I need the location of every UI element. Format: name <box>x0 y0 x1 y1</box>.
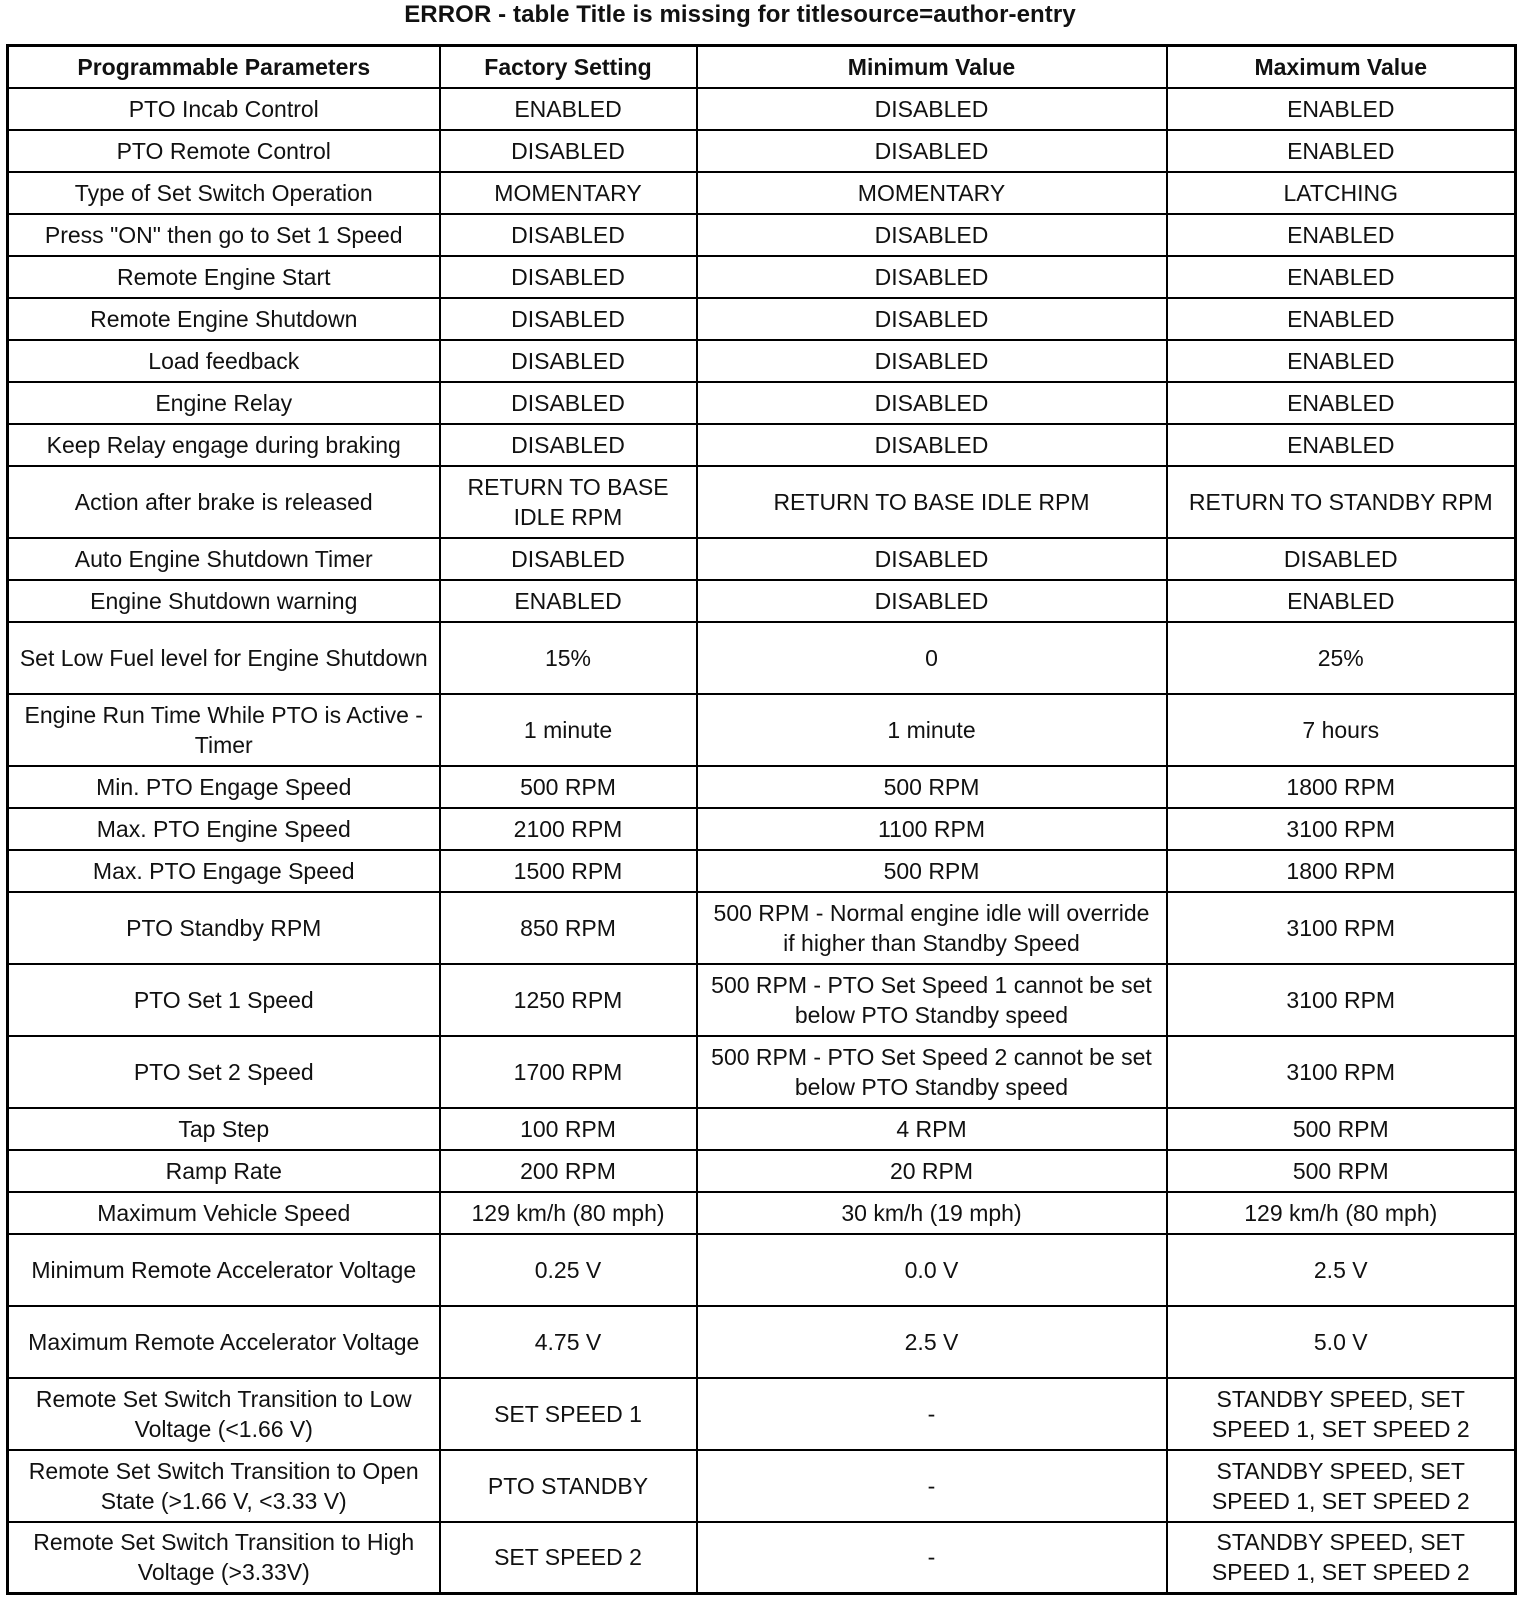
cell-factory: RETURN TO BASE IDLE RPM <box>440 466 697 538</box>
cell-minimum: MOMENTARY <box>697 172 1167 214</box>
cell-minimum: 30 km/h (19 mph) <box>697 1192 1167 1234</box>
table-row <box>8 340 1516 382</box>
cell-parameter: Remote Set Switch Transition to High Voltage (>3.33V) <box>8 1522 440 1594</box>
cell-parameter: Press "ON" then go to Set 1 Speed <box>8 214 440 256</box>
cell-factory: DISABLED <box>440 424 697 466</box>
cell-factory: 1700 RPM <box>440 1036 697 1108</box>
cell-minimum: 1100 RPM <box>697 808 1167 850</box>
cell-factory: 200 RPM <box>440 1150 697 1192</box>
cell-parameter: PTO Incab Control <box>8 88 440 130</box>
cell-minimum: 20 RPM <box>697 1150 1167 1192</box>
cell-parameter: Action after brake is released <box>8 466 440 538</box>
cell-parameter: Remote Engine Start <box>8 256 440 298</box>
cell-factory: 0.25 V <box>440 1234 697 1306</box>
cell-parameter: Engine Shutdown warning <box>8 580 440 622</box>
cell-minimum: RETURN TO BASE IDLE RPM <box>697 466 1167 538</box>
table-row <box>8 892 1516 964</box>
cell-minimum: 4 RPM <box>697 1108 1167 1150</box>
cell-maximum: STANDBY SPEED, SET SPEED 1, SET SPEED 2 <box>1167 1378 1516 1450</box>
cell-maximum: ENABLED <box>1167 298 1516 340</box>
table-row <box>8 1150 1516 1192</box>
header-minimum-value: Minimum Value <box>697 46 1167 88</box>
table-row <box>8 1108 1516 1150</box>
cell-factory: DISABLED <box>440 298 697 340</box>
table-row <box>8 766 1516 808</box>
cell-maximum: 129 km/h (80 mph) <box>1167 1192 1516 1234</box>
cell-maximum: 500 RPM <box>1167 1150 1516 1192</box>
cell-parameter: Tap Step <box>8 1108 440 1150</box>
header-maximum-value: Maximum Value <box>1167 46 1516 88</box>
cell-parameter: Engine Run Time While PTO is Active - Timer <box>8 694 440 766</box>
cell-parameter: PTO Standby RPM <box>8 892 440 964</box>
table-row <box>8 1192 1516 1234</box>
cell-maximum: LATCHING <box>1167 172 1516 214</box>
cell-minimum: DISABLED <box>697 298 1167 340</box>
cell-maximum: 3100 RPM <box>1167 892 1516 964</box>
cell-minimum: 0.0 V <box>697 1234 1167 1306</box>
cell-parameter: PTO Set 2 Speed <box>8 1036 440 1108</box>
cell-minimum: DISABLED <box>697 214 1167 256</box>
cell-maximum: STANDBY SPEED, SET SPEED 1, SET SPEED 2 <box>1167 1522 1516 1594</box>
cell-minimum: 500 RPM - PTO Set Speed 1 cannot be set below PTO Standby speed <box>697 964 1167 1036</box>
table-row <box>8 130 1516 172</box>
table-row <box>8 466 1516 538</box>
cell-maximum: RETURN TO STANDBY RPM <box>1167 466 1516 538</box>
table-row <box>8 1522 1516 1594</box>
cell-minimum: - <box>697 1522 1167 1594</box>
cell-factory: MOMENTARY <box>440 172 697 214</box>
cell-minimum: DISABLED <box>697 256 1167 298</box>
cell-factory: 15% <box>440 622 697 694</box>
cell-factory: DISABLED <box>440 382 697 424</box>
cell-factory: ENABLED <box>440 580 697 622</box>
cell-parameter: Minimum Remote Accelerator Voltage <box>8 1234 440 1306</box>
cell-parameter: Remote Engine Shutdown <box>8 298 440 340</box>
cell-maximum: 1800 RPM <box>1167 766 1516 808</box>
table-row <box>8 172 1516 214</box>
cell-parameter: Max. PTO Engage Speed <box>8 850 440 892</box>
cell-factory: 4.75 V <box>440 1306 697 1378</box>
header-factory-setting: Factory Setting <box>440 46 697 88</box>
cell-maximum: 3100 RPM <box>1167 964 1516 1036</box>
cell-factory: 850 RPM <box>440 892 697 964</box>
cell-parameter: Remote Set Switch Transition to Low Voltage (<1.66 V) <box>8 1378 440 1450</box>
cell-parameter: Remote Set Switch Transition to Open State (>1.66 V, <3.33 V) <box>8 1450 440 1522</box>
table-header-row <box>8 46 1516 88</box>
cell-maximum: 7 hours <box>1167 694 1516 766</box>
cell-factory: PTO STANDBY <box>440 1450 697 1522</box>
cell-minimum: 500 RPM <box>697 766 1167 808</box>
cell-minimum: 0 <box>697 622 1167 694</box>
cell-maximum: 500 RPM <box>1167 1108 1516 1150</box>
cell-minimum: DISABLED <box>697 424 1167 466</box>
cell-parameter: PTO Remote Control <box>8 130 440 172</box>
table-row <box>8 694 1516 766</box>
table-row <box>8 964 1516 1036</box>
cell-maximum: 2.5 V <box>1167 1234 1516 1306</box>
cell-parameter: Ramp Rate <box>8 1150 440 1192</box>
cell-factory: ENABLED <box>440 88 697 130</box>
header-parameter: Programmable Parameters <box>8 46 440 88</box>
cell-minimum: 500 RPM - Normal engine idle will override if higher than Standby Speed <box>697 892 1167 964</box>
table-row <box>8 1036 1516 1108</box>
cell-minimum: 500 RPM <box>697 850 1167 892</box>
table-row <box>8 298 1516 340</box>
cell-parameter: Engine Relay <box>8 382 440 424</box>
table-row <box>8 1378 1516 1450</box>
cell-minimum: DISABLED <box>697 580 1167 622</box>
cell-maximum: 3100 RPM <box>1167 1036 1516 1108</box>
cell-parameter: Keep Relay engage during braking <box>8 424 440 466</box>
table-row <box>8 538 1516 580</box>
cell-parameter: Maximum Remote Accelerator Voltage <box>8 1306 440 1378</box>
cell-parameter: Load feedback <box>8 340 440 382</box>
cell-maximum: ENABLED <box>1167 382 1516 424</box>
cell-maximum: ENABLED <box>1167 88 1516 130</box>
cell-factory: 1500 RPM <box>440 850 697 892</box>
cell-maximum: 5.0 V <box>1167 1306 1516 1378</box>
table-row <box>8 1306 1516 1378</box>
cell-parameter: Min. PTO Engage Speed <box>8 766 440 808</box>
cell-factory: DISABLED <box>440 130 697 172</box>
table-row <box>8 424 1516 466</box>
cell-factory: 2100 RPM <box>440 808 697 850</box>
cell-factory: DISABLED <box>440 538 697 580</box>
cell-maximum: 25% <box>1167 622 1516 694</box>
cell-parameter: PTO Set 1 Speed <box>8 964 440 1036</box>
cell-maximum: DISABLED <box>1167 538 1516 580</box>
cell-parameter: Auto Engine Shutdown Timer <box>8 538 440 580</box>
cell-minimum: - <box>697 1450 1167 1522</box>
cell-minimum: DISABLED <box>697 88 1167 130</box>
cell-maximum: ENABLED <box>1167 580 1516 622</box>
table-row <box>8 580 1516 622</box>
table-title: ERROR - table Title is missing for titlesource=author-entry <box>404 1 1076 28</box>
cell-parameter: Type of Set Switch Operation <box>8 172 440 214</box>
cell-maximum: STANDBY SPEED, SET SPEED 1, SET SPEED 2 <box>1167 1450 1516 1522</box>
table-row <box>8 850 1516 892</box>
cell-parameter: Max. PTO Engine Speed <box>8 808 440 850</box>
cell-parameter: Maximum Vehicle Speed <box>8 1192 440 1234</box>
table-row <box>8 214 1516 256</box>
cell-factory: DISABLED <box>440 256 697 298</box>
cell-factory: 500 RPM <box>440 766 697 808</box>
cell-maximum: ENABLED <box>1167 424 1516 466</box>
cell-factory: 100 RPM <box>440 1108 697 1150</box>
table-row <box>8 808 1516 850</box>
cell-maximum: ENABLED <box>1167 214 1516 256</box>
table-row <box>8 1450 1516 1522</box>
table-row <box>8 256 1516 298</box>
cell-factory: SET SPEED 1 <box>440 1378 697 1450</box>
cell-factory: DISABLED <box>440 214 697 256</box>
cell-maximum: ENABLED <box>1167 130 1516 172</box>
cell-parameter: Set Low Fuel level for Engine Shutdown <box>8 622 440 694</box>
cell-factory: SET SPEED 2 <box>440 1522 697 1594</box>
cell-minimum: 2.5 V <box>697 1306 1167 1378</box>
table-row <box>8 382 1516 424</box>
cell-maximum: ENABLED <box>1167 256 1516 298</box>
cell-minimum: DISABLED <box>697 340 1167 382</box>
cell-factory: 1250 RPM <box>440 964 697 1036</box>
cell-factory: DISABLED <box>440 340 697 382</box>
cell-minimum: DISABLED <box>697 538 1167 580</box>
cell-maximum: ENABLED <box>1167 340 1516 382</box>
cell-factory: 129 km/h (80 mph) <box>440 1192 697 1234</box>
cell-maximum: 3100 RPM <box>1167 808 1516 850</box>
cell-minimum: - <box>697 1378 1167 1450</box>
cell-maximum: 1800 RPM <box>1167 850 1516 892</box>
programmable-parameters-table <box>6 44 1517 1595</box>
table-row <box>8 88 1516 130</box>
cell-minimum: DISABLED <box>697 130 1167 172</box>
cell-factory: 1 minute <box>440 694 697 766</box>
table-row <box>8 1234 1516 1306</box>
cell-minimum: 1 minute <box>697 694 1167 766</box>
cell-minimum: 500 RPM - PTO Set Speed 2 cannot be set below PTO Standby speed <box>697 1036 1167 1108</box>
cell-minimum: DISABLED <box>697 382 1167 424</box>
table-row <box>8 622 1516 694</box>
